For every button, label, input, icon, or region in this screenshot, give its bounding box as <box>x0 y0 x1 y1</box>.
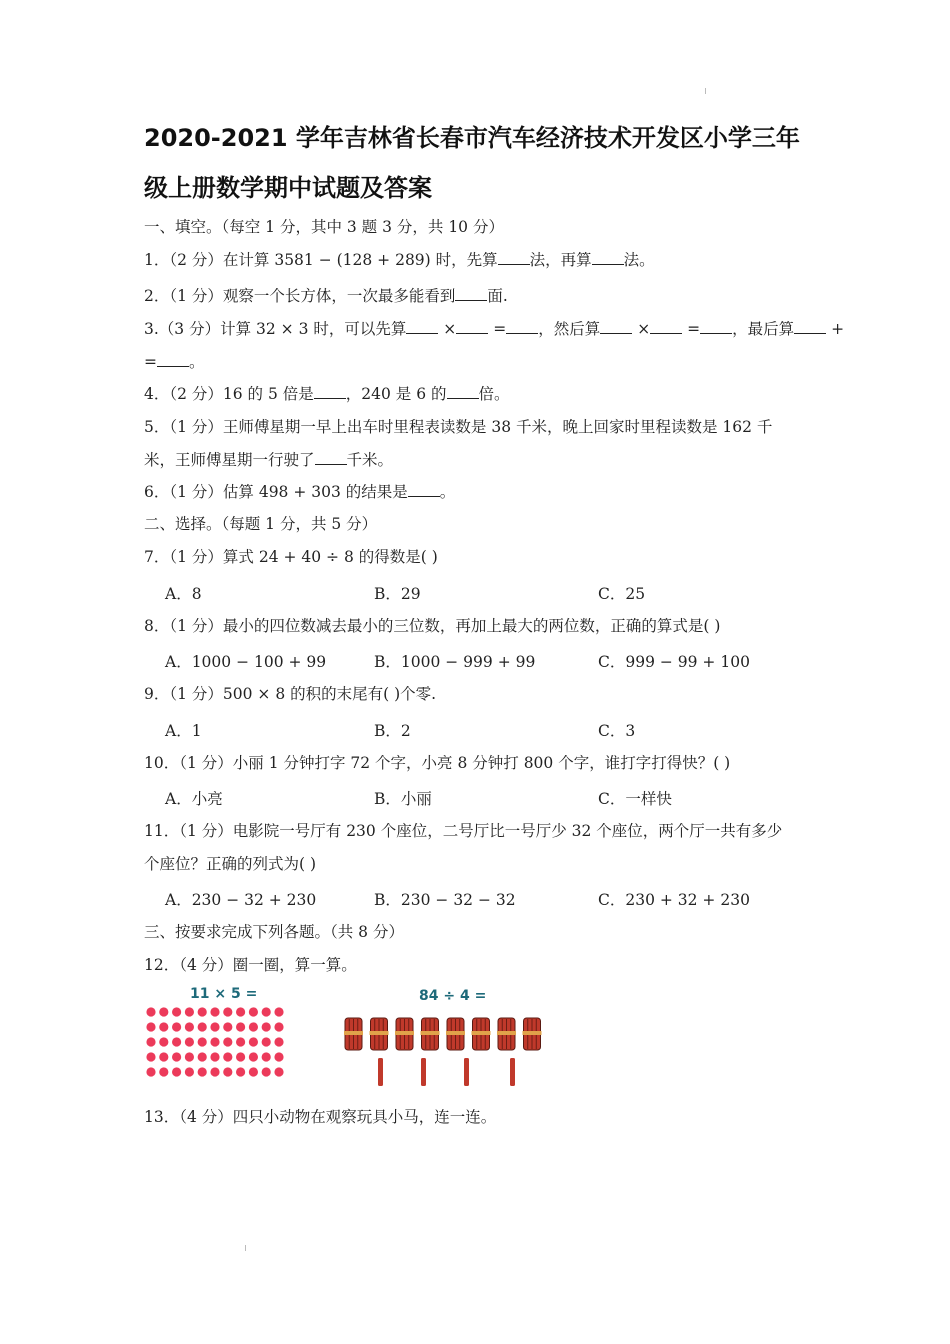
dot <box>185 1052 194 1061</box>
dot <box>274 1052 283 1061</box>
dot <box>159 1067 168 1076</box>
dot-grid <box>146 1007 283 1076</box>
dot <box>210 1007 219 1016</box>
dot <box>146 1052 155 1061</box>
dot <box>159 1052 168 1061</box>
dot <box>146 1022 155 1031</box>
option-b[interactable]: B．2 <box>374 722 411 740</box>
section-2-heading: 二、选择。（每题 1 分，共 5 分） <box>144 515 378 533</box>
answer-blank[interactable] <box>315 450 347 465</box>
single-stick <box>510 1058 515 1086</box>
question-7: 7．（1 分）算式 24 + 40 ÷ 8 的得数是( ) <box>144 548 438 566</box>
option-c[interactable]: C．230 + 32 + 230 <box>598 891 750 909</box>
question-10: 10．（1 分）小丽 1 分钟打字 72 个字，小亮 8 分钟打 800 个字，谁打字打得快？( ) <box>144 754 731 772</box>
section-3-heading: 三、按要求完成下列各题。（共 8 分） <box>144 923 404 941</box>
dot <box>249 1022 258 1031</box>
dot <box>198 1067 207 1076</box>
dot <box>172 1022 181 1031</box>
stick-bundles <box>344 1018 542 1050</box>
question-3: 3.（3 分）计算 32 × 3 时，可以先算 × = ，然后算 × = ，最后算 + <box>144 320 845 338</box>
dot-grid-label: 11 × 5 = <box>190 986 258 1002</box>
stick-bundle <box>472 1018 491 1050</box>
scan-mark-top <box>705 88 706 94</box>
dot <box>274 1037 283 1046</box>
dot <box>172 1067 181 1076</box>
stick-bundle <box>523 1018 542 1050</box>
dot-grid-figure <box>140 982 290 1087</box>
dot <box>159 1007 168 1016</box>
dot <box>262 1037 271 1046</box>
dot <box>185 1022 194 1031</box>
dot <box>249 1052 258 1061</box>
stick-bundle <box>344 1018 363 1050</box>
answer-blank[interactable] <box>650 319 682 334</box>
stick-bundle <box>497 1018 516 1050</box>
question-6: 6．（1 分）估算 498 + 303 的结果是 。 <box>144 483 456 501</box>
dot <box>236 1067 245 1076</box>
answer-blank[interactable] <box>408 482 440 497</box>
stick-bundle <box>370 1018 389 1050</box>
question-1: 1．（2 分）在计算 3581 − (128 + 289) 时，先算 法，再算 法。 <box>144 251 655 269</box>
dot <box>223 1037 232 1046</box>
dot <box>223 1007 232 1016</box>
dot <box>159 1022 168 1031</box>
option-b[interactable]: B．29 <box>374 585 421 603</box>
dot <box>249 1007 258 1016</box>
single-stick <box>378 1058 383 1086</box>
question-11: 11．（1 分）电影院一号厅有 230 个座位，二号厅比一号厅少 32 个座位，两个厅一共有多少 <box>144 822 783 840</box>
dot <box>159 1037 168 1046</box>
question-13: 13．（4 分）四只小动物在观察玩具小马，连一连。 <box>144 1108 497 1126</box>
single-stick <box>464 1058 469 1086</box>
document-title-line-2: 级上册数学期中试题及答案 <box>144 174 432 202</box>
question-2: 2．（1 分）观察一个长方体，一次最多能看到 面. <box>144 287 508 305</box>
dot <box>274 1007 283 1016</box>
answer-blank[interactable] <box>700 319 732 334</box>
dot <box>262 1067 271 1076</box>
dot <box>262 1052 271 1061</box>
dot <box>223 1022 232 1031</box>
option-c[interactable]: C．3 <box>598 722 636 740</box>
single-stick <box>421 1058 426 1086</box>
dot <box>198 1022 207 1031</box>
answer-blank[interactable] <box>314 384 346 399</box>
option-a[interactable]: A．8 <box>165 585 202 603</box>
option-b[interactable]: B．小丽 <box>374 790 432 808</box>
option-a[interactable]: A．1000 − 100 + 99 <box>165 653 327 671</box>
dot <box>262 1007 271 1016</box>
answer-blank[interactable] <box>506 319 538 334</box>
dot <box>198 1037 207 1046</box>
dot <box>262 1022 271 1031</box>
stick-bundle <box>446 1018 465 1050</box>
dot <box>210 1037 219 1046</box>
dot <box>172 1007 181 1016</box>
document-title-line-1: 2020-2021 学年吉林省长春市汽车经济技术开发区小学三年 <box>144 124 800 152</box>
answer-blank[interactable] <box>498 250 530 265</box>
option-a[interactable]: A．1 <box>165 722 202 740</box>
answer-blank[interactable] <box>600 319 632 334</box>
question-5-continued: 米，王师傅星期一行驶了 千米。 <box>144 451 394 469</box>
scan-mark-bottom <box>245 1245 246 1251</box>
dot <box>172 1052 181 1061</box>
dot <box>146 1037 155 1046</box>
dot <box>223 1067 232 1076</box>
dot <box>185 1067 194 1076</box>
dot <box>249 1067 258 1076</box>
answer-blank[interactable] <box>455 286 487 301</box>
option-a[interactable]: A．小亮 <box>165 790 223 808</box>
question-12: 12．（4 分）圈一圈，算一算。 <box>144 956 357 974</box>
question-9: 9．（1 分）500 × 8 的积的末尾有( )个零. <box>144 685 437 703</box>
dot <box>146 1067 155 1076</box>
dot <box>236 1052 245 1061</box>
answer-blank[interactable] <box>794 319 826 334</box>
dot <box>236 1007 245 1016</box>
dot <box>249 1037 258 1046</box>
single-sticks <box>378 1058 515 1086</box>
answer-blank[interactable] <box>456 319 488 334</box>
option-b[interactable]: B．1000 − 999 + 99 <box>374 653 536 671</box>
dot <box>185 1007 194 1016</box>
option-c[interactable]: C．999 − 99 + 100 <box>598 653 750 671</box>
option-c[interactable]: C．一样快 <box>598 790 672 808</box>
answer-blank[interactable] <box>592 250 624 265</box>
answer-blank[interactable] <box>157 352 189 367</box>
dot <box>198 1007 207 1016</box>
stick-bundle <box>395 1018 414 1050</box>
question-8: 8．（1 分）最小的四位数减去最小的三位数，再加上最大的两位数，正确的算式是( ) <box>144 617 721 635</box>
dot <box>236 1037 245 1046</box>
option-a[interactable]: A．230 − 32 + 230 <box>165 891 317 909</box>
section-1-heading: 一、填空。（每空 1 分，其中 3 题 3 分，共 10 分） <box>144 218 504 236</box>
dot <box>223 1052 232 1061</box>
question-3-continued: = 。 <box>144 353 205 371</box>
answer-blank[interactable] <box>406 319 438 334</box>
question-4: 4．（2 分）16 的 5 倍是 ，240 是 6 的 倍。 <box>144 385 510 403</box>
option-b[interactable]: B．230 − 32 − 32 <box>374 891 516 909</box>
dot <box>210 1052 219 1061</box>
dot <box>185 1037 194 1046</box>
question-11-continued: 个座位？正确的列式为( ) <box>144 855 317 873</box>
dot <box>210 1022 219 1031</box>
dot <box>236 1022 245 1031</box>
dot <box>274 1067 283 1076</box>
stick-bundle <box>421 1018 440 1050</box>
question-5: 5．（1 分）王师傅星期一早上出车时里程表读数是 38 千米，晚上回家时里程读数是 162 千 <box>144 418 773 436</box>
option-c[interactable]: C．25 <box>598 585 646 603</box>
stick-bundle-label: 84 ÷ 4 = <box>419 988 487 1004</box>
dot <box>146 1007 155 1016</box>
dot <box>210 1067 219 1076</box>
dot <box>274 1022 283 1031</box>
answer-blank[interactable] <box>447 384 479 399</box>
dot <box>172 1037 181 1046</box>
stick-bundle-figure <box>335 982 555 1092</box>
dot <box>198 1052 207 1061</box>
